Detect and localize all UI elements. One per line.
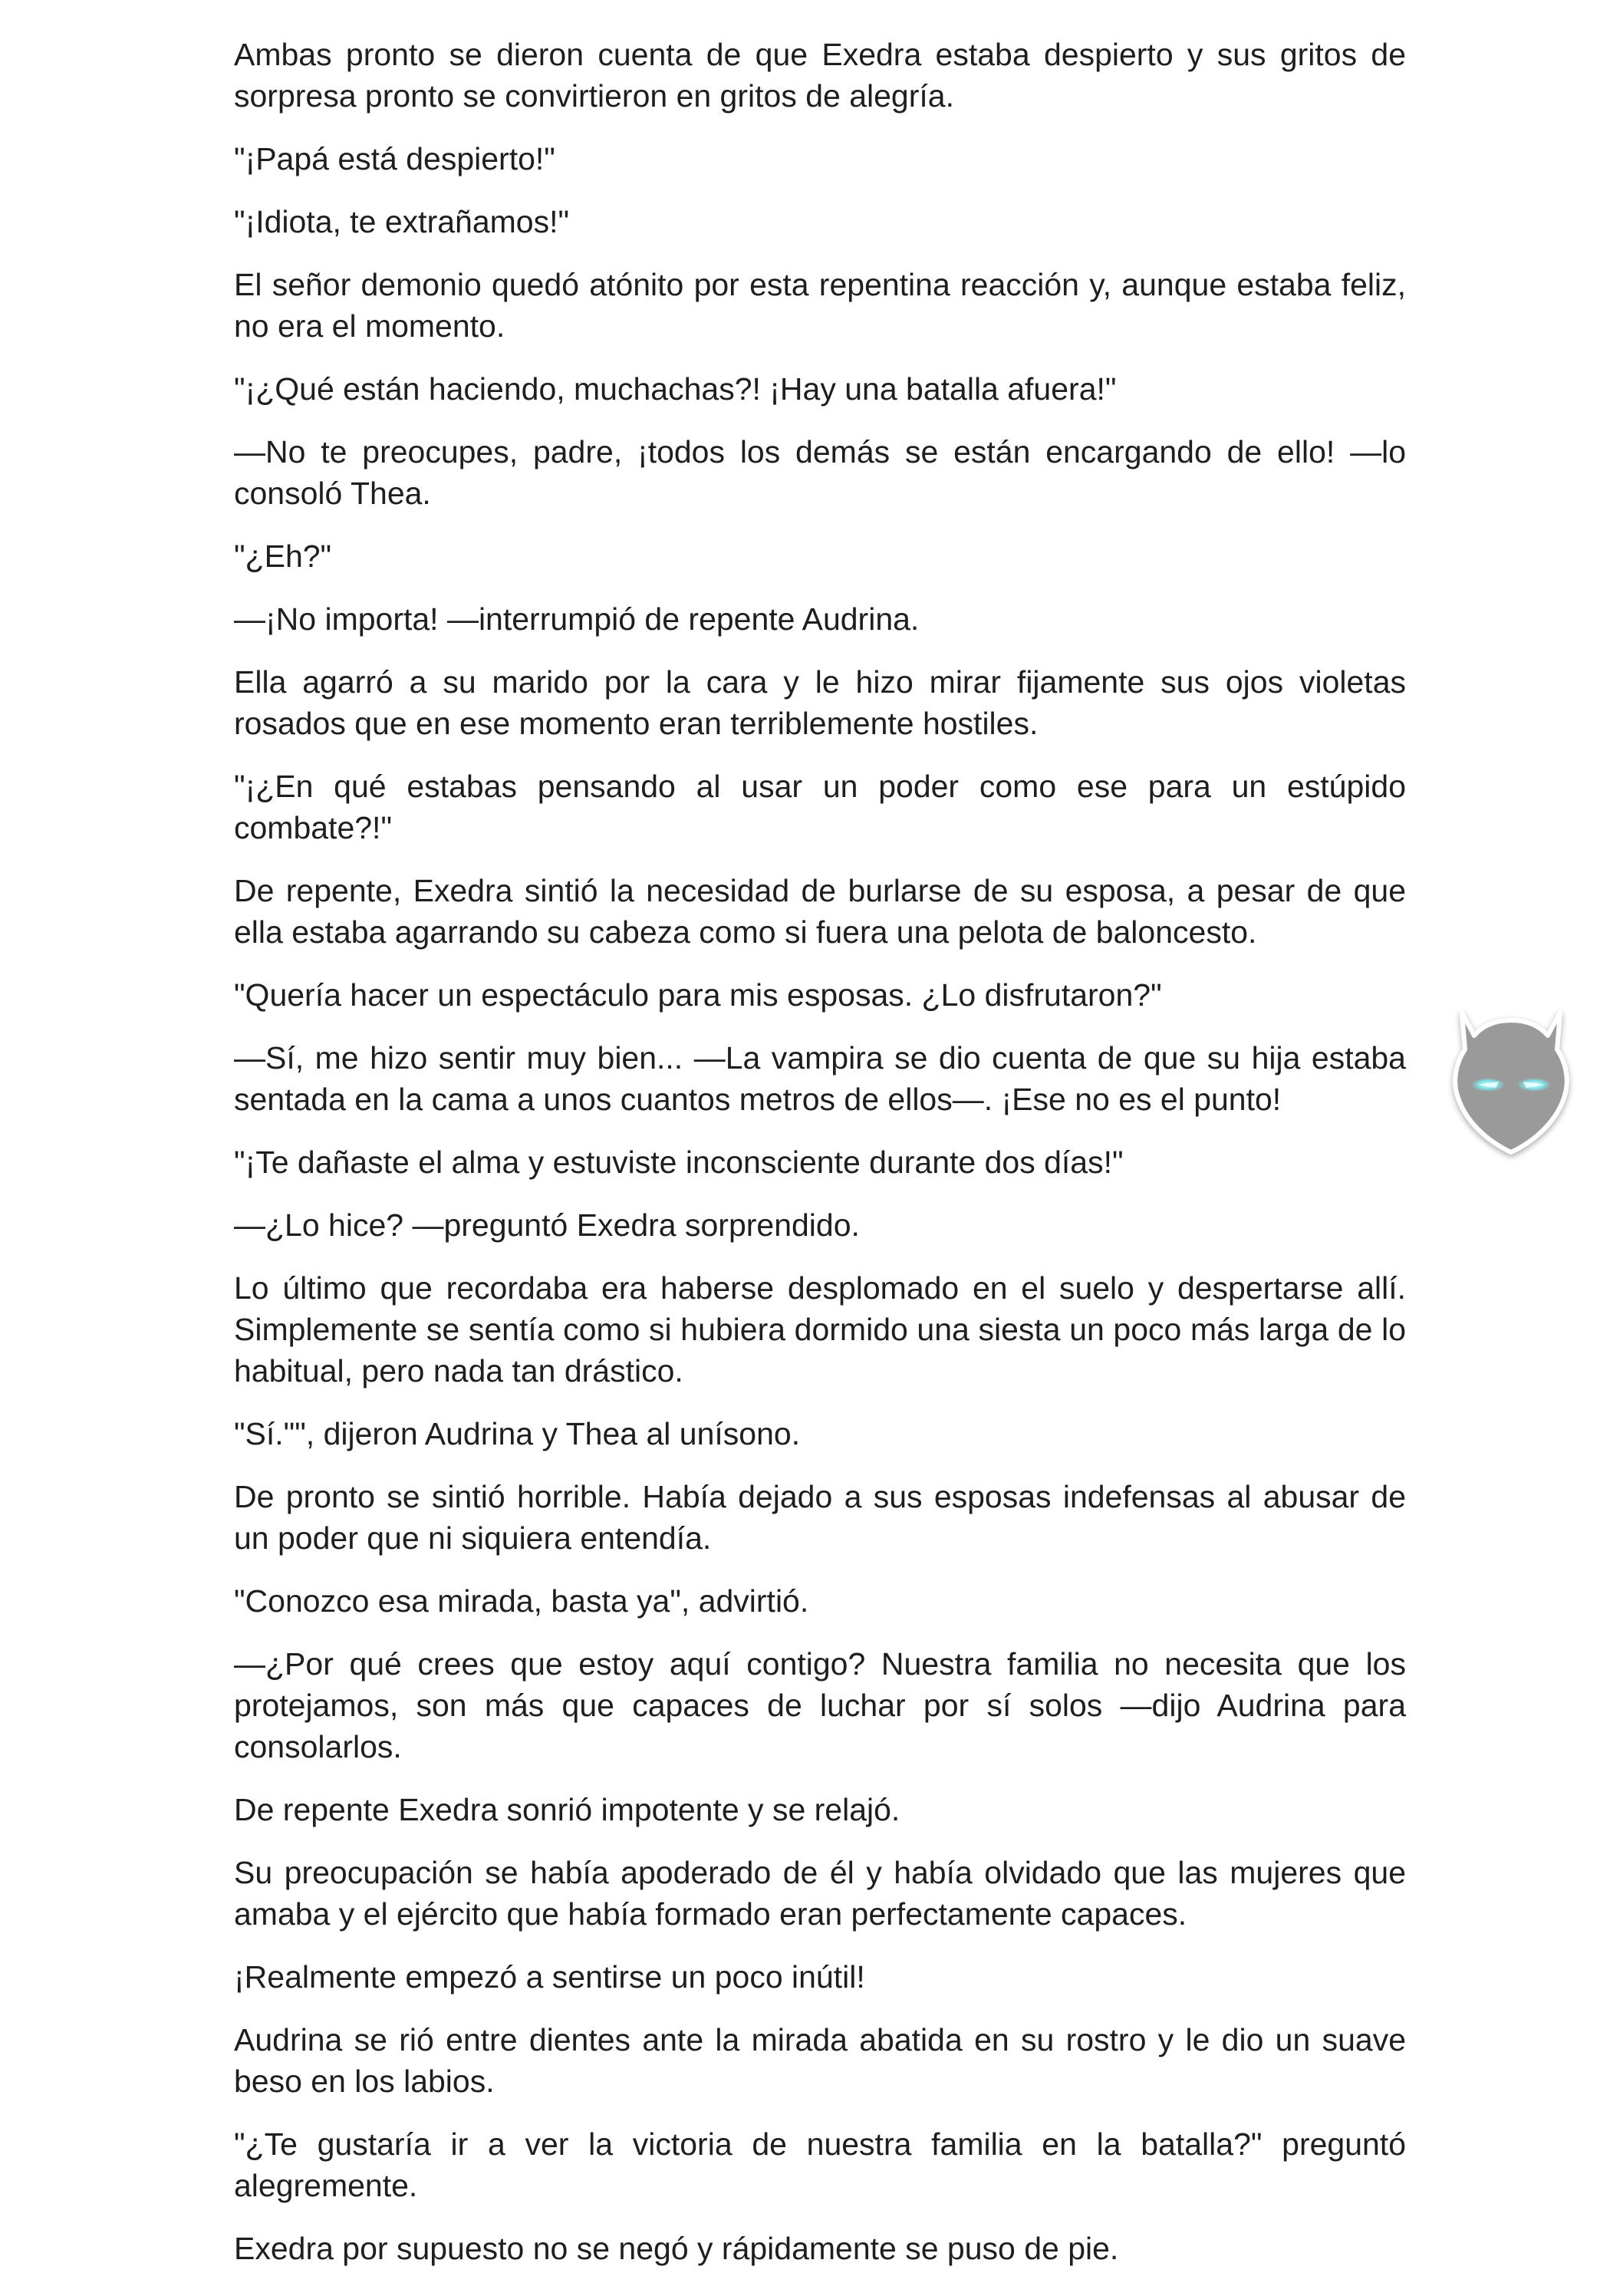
paragraph: De repente, Exedra sintió la necesidad de burlarse de su esposa, a pesar de que ella estaba agarrando su cabeza como si fuera una pelota de baloncesto. bbox=[234, 873, 1406, 950]
paragraph: "Sí."", dijeron Audrina y Thea al unísono. bbox=[234, 1416, 801, 1451]
paragraph: —¿Lo hice? —preguntó Exedra sorprendido. bbox=[234, 1207, 860, 1243]
paragraph: De pronto se sintió horrible. Había dejado a sus esposas indefensas al abusar de un poder que ni siquiera entendía. bbox=[234, 1479, 1406, 1556]
paragraph: Ella agarró a su marido por la cara y le hizo mirar fijamente sus ojos violetas rosados que en ese momento eran terriblemente hostiles. bbox=[234, 664, 1406, 741]
paragraph: El señor demonio quedó atónito por esta repentina reacción y, aunque estaba feliz, no era el momento. bbox=[234, 267, 1406, 344]
paragraph: —¡No importa! —interrumpió de repente Audrina. bbox=[234, 601, 920, 637]
paragraph: "¡Te dañaste el alma y estuviste inconsciente durante dos días!" bbox=[234, 1145, 1124, 1180]
paragraph: "Quería hacer un espectáculo para mis esposas. ¿Lo disfrutaron?" bbox=[234, 977, 1162, 1013]
paragraph: De repente Exedra sonrió impotente y se relajó. bbox=[234, 1792, 900, 1827]
paragraph: —Sí, me hizo sentir muy bien... —La vampira se dio cuenta de que su hija estaba sentada en la cama a unos cuantos metros de ellos—. ¡Ese no es el punto! bbox=[234, 1040, 1406, 1117]
paragraph: "¡Idiota, te extrañamos!" bbox=[234, 204, 570, 239]
paragraph: —¿Por qué crees que estoy aquí contigo? Nuestra familia no necesita que los protejamos, son más que capaces de luchar por sí solos —dijo Audrina para consolarlos. bbox=[234, 1646, 1406, 1764]
paragraph: Audrina se rió entre dientes ante la mirada abatida en su rostro y le dio un suave beso en los labios. bbox=[234, 2022, 1406, 2099]
paragraph: "Conozco esa mirada, basta ya", advirtió. bbox=[234, 1583, 809, 1619]
paragraph: "¡¿En qué estabas pensando al usar un poder como ese para un estúpido combate?!" bbox=[234, 769, 1406, 845]
paragraph: "¿Te gustaría ir a ver la victoria de nuestra familia en la batalla?" preguntó alegremente. bbox=[234, 2126, 1406, 2203]
paragraph: Ambas pronto se dieron cuenta de que Exedra estaba despierto y sus gritos de sorpresa pronto se convirtieron en gritos de alegría. bbox=[234, 37, 1406, 114]
paragraph: Exedra por supuesto no se negó y rápidamente se puso de pie. bbox=[234, 2231, 1119, 2266]
paragraph: "¿Eh?" bbox=[234, 539, 332, 574]
paragraph: Su preocupación se había apoderado de él y había olvidado que las mujeres que amaba y el ejército que había formado eran perfectamente capaces. bbox=[234, 1855, 1406, 1932]
paragraph: Lo último que recordaba era haberse desplomado en el suelo y despertarse allí. Simplemente se sentía como si hubiera dormido una siesta un poco más larga de lo habitual, pero nada tan drástico. bbox=[234, 1270, 1406, 1388]
paragraph: —No te preocupes, padre, ¡todos los demás se están encargando de ello! —lo consoló Thea. bbox=[234, 434, 1406, 511]
paragraph: "¡¿Qué están haciendo, muchachas?! ¡Hay una batalla afuera!" bbox=[234, 371, 1117, 407]
document-body bbox=[234, 34, 1406, 2291]
paragraph: ¡Realmente empezó a sentirse un poco inútil! bbox=[234, 1959, 865, 1995]
paragraph: "¡Papá está despierto!" bbox=[234, 141, 555, 176]
demon-head-icon bbox=[1434, 990, 1588, 1174]
